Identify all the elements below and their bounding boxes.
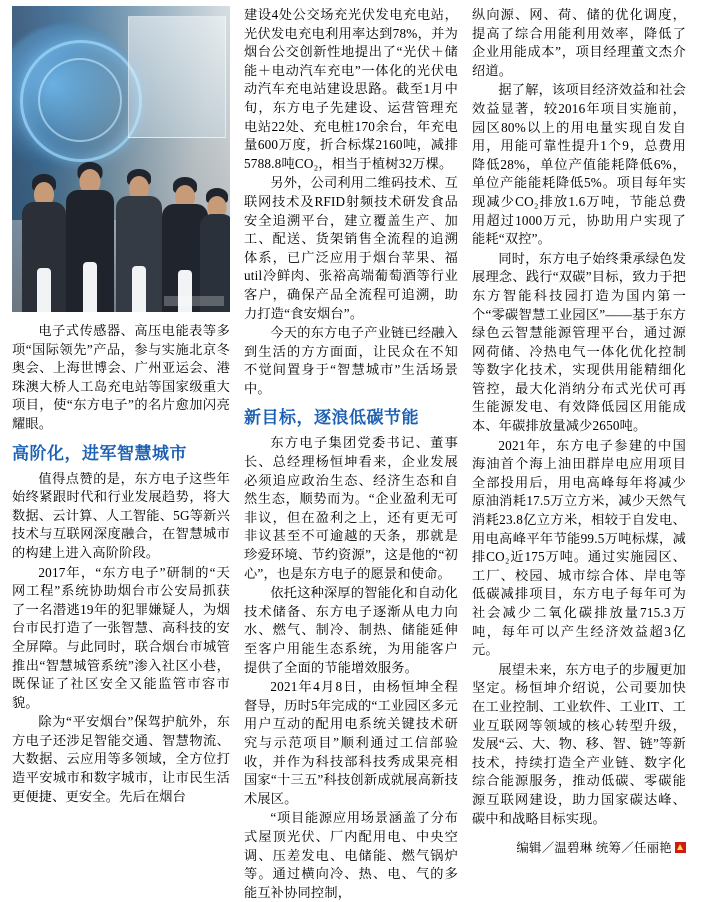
right-column — [472, 6, 686, 856]
photo-lower-strip — [164, 296, 224, 306]
paragraph: 2021年4月8日，由杨恒坤全程督导，历时5年完成的“工业园区多元用户互动的配用电系统关键技术研究与示范项目”顺利通过工信部验收，并作为科技部科技秀成果亮相国家“十三五”科技创新成就展高新技术展区。 — [244, 679, 458, 806]
paragraph: 2017年，“东方电子”研制的“天网工程”系统协助烟台市公安局抓获了一名潜逃19年的犯罪嫌疑人，为烟台市民打造了一张智慧、高科技的安全屏障。与此同时，联合烟台市城管推出“智慧城管系统”渗入社区小巷，既保证了社区安全又能监管市容市貌。 — [12, 564, 230, 710]
middle-column — [244, 6, 458, 900]
paragraph: 建设4处公交场充光伏发电充电站，光伏发电充电利用率达到78%，并为烟台公交创新性地提出了“光伏＋储能＋电动汽车充电”一体化的光伏电动汽车充电站建设思路。截至1月中旬，东方电子先建设、运营管理充电站22处、充电桩170余台，年充电量600万度，折合标煤2160吨，减排5788.8吨CO₂，相当于植树32万棵。 — [244, 7, 458, 171]
paragraph: 另外，公司利用二维码技术、互联网技术及RFID射频技术研发食品安全追溯平台，建立覆盖生产、加工、配送、货架销售全流程的追溯体系，已广泛应用于烟台苹果、福util冷鲜肉、张裕高端葡萄酒等行业客户，确保产品全流程可追溯，助力打造“食安烟台”。 — [244, 175, 458, 321]
paragraph: 电子式传感器、高压电能表等多项“国际领先”产品，参与实施北京冬奥会、上海世博会、广州亚运会、港珠澳大桥人工岛充电站等国家级重大项目，使“东方电子”的名片愈加闪亮耀眼。 — [12, 323, 230, 431]
photo-person-1 — [22, 162, 66, 312]
photo-person-5 — [200, 178, 230, 312]
photo-people-group — [12, 102, 230, 312]
paragraph: “项目能源应用场景涵盖了分布式屋顶光伏、厂内配用电、中央空调、压差发电、电储能、燃气锅炉等。通过横向冷、热、电、气的多能互补协同控制， — [244, 810, 458, 900]
paragraph: 依托这种深厚的智能化和自动化技术储备、东方电子逐渐从电力向水、燃气、制冷、制热、储能延伸至客户用能生态系统，为用能客户提供了全面的节能增效服务。 — [244, 585, 458, 675]
photo-person-2 — [66, 150, 114, 312]
paragraph: 除为“平安烟台”保驾护航外，东方电子还涉足智能交通、智慧物流、大数据、云应用等多领域，全方位打造平安城市和数字城市，让市民生活更便捷、更安全。先后在烟台 — [12, 714, 230, 804]
three-column-layout — [12, 6, 696, 900]
paragraph: 东方电子集团党委书记、董事长、总经理杨恒坤看来，企业发展必须追应政治生态、经济生态和自然生态，顺势而为。“企业盈利无可非议，但在盈利之上，还有更无可非议甚至不可逾越的天条，那就是珍爱环境、节约资源”，这是他的“初心”，也是东方电子的愿景和使命。 — [244, 435, 458, 581]
photo-person-3 — [116, 157, 162, 312]
article-photo — [12, 6, 230, 312]
photo-person-shirt — [132, 266, 146, 312]
photo-person-shirt — [83, 262, 97, 312]
left-column — [12, 6, 230, 836]
paragraph: 今天的东方电子产业链已经融入到生活的方方面面，让民众在不知不觉间置身于“智慧城市”生活场景中。 — [244, 325, 458, 396]
paragraph: 同时，东方电子始终秉承绿色发展理念、践行“双碳”目标，致力于把东方智能科技园打造为国内第一个“零碳智慧工业园区”——基于东方绿色云智慧能源管理平台，通过源网荷储、冷热电气一体化优化控制等数字化技术，实现供用能精细化管控，最大化消纳分布式光伏可再生能源发电、有效降低园区用能成本、年碳排放量减少2650吨。 — [472, 250, 686, 434]
article-credit — [472, 838, 686, 856]
photo-person-shirt — [37, 268, 51, 312]
paragraph: 据了解，该项目经济效益和社会效益显著，较2016年项目实施前，园区80%以上的用电量实现自发自用，用能可靠性提升1个9，总费用降低28%，单位产值能耗降低6%，单位产能能耗降低5%。项目每年实现减少CO₂排放1.6万吨，节能总费用超过1000万元，协助用户实现了能耗“双控”。 — [472, 82, 686, 247]
paragraph: 纵向源、网、荷、储的优化调度，提高了综合用能利用效率，降低了企业用能成本”，项目经理董文杰介绍道。 — [472, 7, 686, 78]
section-heading-low-carbon: 新目标，逐浪低碳节能 — [244, 408, 419, 428]
paragraph: 2021年，东方电子参建的中国海油首个海上油田群岸电应用项目全部投用后，用电高峰每年将减少原油消耗17.5万立方米，减少天然气消耗23.8亿立方米，相较于自发电、用电高峰平年节能99.5万吨标煤，减排CO₂近175万吨。通过实施园区、工厂、校园、城市综合体、岸电等低碳减排项目，东方电子每年可为社会减少二氧化碳排放量715.3万吨，每年可以产生经济效益超3亿元。 — [472, 437, 686, 658]
section-heading-high-level: 高阶化，进军智慧城市 — [12, 443, 187, 463]
credit-text: 编辑／温碧琳 统筹／任丽艳 — [516, 841, 672, 856]
paragraph: 值得点赞的是，东方电子这些年始终紧跟时代和行业发展趋势，将大数据、云计算、人工智能、5G等新兴技术与互联网深度融合，在智慧城市的构建上进入高阶阶段。 — [12, 470, 230, 560]
paragraph: 展望未来，东方电子的步履更加坚定。杨恒坤介绍说，公司要加快在工业控制、工业软件、工业IT、工业互联网等领域的核心转型升级，发展“云、大、物、移、智、链”等新技术，持续打造全产业链、数字化综合能源服务，推动低碳、零碳能源互联网建设，助力国家碳达峰、碳中和战略目标实现。 — [472, 661, 686, 826]
